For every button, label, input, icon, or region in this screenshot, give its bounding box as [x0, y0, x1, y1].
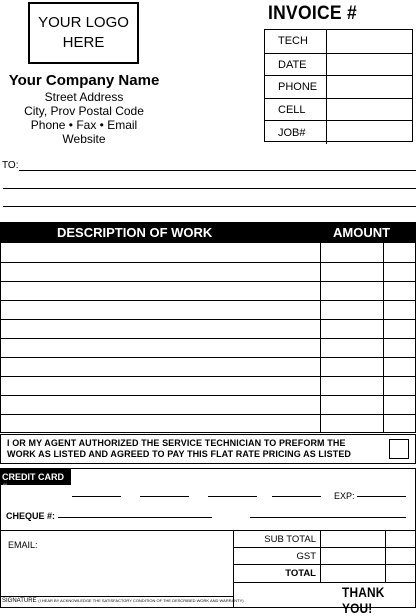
payment-divider — [0, 530, 416, 531]
exp-field[interactable] — [357, 496, 406, 497]
table-header — [0, 222, 416, 243]
company-info — [0, 72, 168, 146]
info-label-job: JOB# — [265, 121, 327, 144]
info-row-job[interactable] — [265, 120, 412, 144]
authorization-checkbox[interactable] — [389, 439, 409, 459]
info-label-tech: TECH — [265, 30, 327, 53]
table-row[interactable] — [0, 395, 416, 396]
info-row-tech[interactable] — [265, 30, 412, 53]
table-row[interactable] — [0, 262, 416, 263]
table-row[interactable] — [0, 300, 416, 301]
cheque-field[interactable] — [58, 517, 212, 518]
table-row[interactable] — [0, 357, 416, 358]
email-label: EMAIL: — [8, 540, 38, 550]
table-row[interactable] — [0, 376, 416, 377]
credit-card-field-4[interactable] — [272, 496, 321, 497]
thank-you-text: THANK YOU! — [342, 584, 385, 616]
to-line-1[interactable] — [19, 170, 416, 171]
table-row[interactable] — [0, 319, 416, 320]
signature-line[interactable] — [0, 596, 233, 597]
credit-card-label: CREDIT CARD #: — [0, 469, 71, 485]
gst-row-line — [233, 564, 416, 565]
invoice-title: INVOICE # — [268, 3, 357, 24]
company-city: City, Prov Postal Code — [24, 104, 144, 118]
totals-cents-divider — [385, 530, 386, 582]
signature-label: SIGNATURE — [2, 598, 37, 604]
table-row[interactable] — [0, 338, 416, 339]
invoice-info-box — [264, 29, 413, 142]
to-line-2[interactable] — [3, 188, 416, 189]
credit-card-field-1[interactable] — [72, 496, 121, 497]
total-row-line — [233, 582, 416, 583]
cheque-label: CHEQUE #: — [6, 511, 56, 521]
info-label-date: DATE — [265, 54, 327, 77]
info-row-cell[interactable] — [265, 98, 412, 122]
table-row[interactable] — [0, 414, 416, 415]
total-label: TOTAL — [285, 568, 316, 579]
amount-header: AMOUNT — [333, 225, 391, 240]
company-address: Street Address — [44, 90, 124, 104]
logo-text: YOUR LOGO HERE — [38, 14, 129, 51]
totals-left-border — [233, 530, 234, 608]
info-label-phone: PHONE — [265, 76, 327, 99]
gst-label: GST — [296, 551, 316, 562]
authorization-text — [7, 438, 351, 460]
to-label: TO: — [2, 160, 19, 171]
table-row[interactable] — [0, 281, 416, 282]
info-row-date[interactable] — [265, 53, 412, 77]
company-name: Your Company Name — [8, 72, 160, 89]
company-website: Website — [62, 132, 106, 146]
info-row-phone[interactable] — [265, 75, 412, 99]
cheque-extra-field[interactable] — [250, 517, 406, 518]
subtotal-label: SUB TOTAL — [264, 534, 316, 545]
credit-card-field-2[interactable] — [140, 496, 189, 497]
authorization-line-1: I OR MY AGENT AUTHORIZED THE SERVICE TECHNICIAN TO PREFORM THE — [7, 438, 346, 448]
authorization-line-2: WORK AS LISTED AND AGREED TO PAY THIS FLAT RATE PRICING AS LISTED — [7, 449, 352, 459]
logo-placeholder — [28, 2, 139, 64]
signature-caption — [2, 598, 244, 604]
gst-value-field[interactable] — [321, 548, 385, 564]
credit-card-field-3[interactable] — [208, 496, 257, 497]
description-header: DESCRIPTION OF WORK — [57, 225, 213, 240]
info-label-cell: CELL — [265, 99, 327, 122]
company-contact: Phone • Fax • Email — [30, 118, 138, 132]
signature-note: (I HEAR BY ACKNOWLEDGE THE SATISFACTORY CONDITION OF THE DESCRIBED WORK AND WARRANTY) — [38, 598, 244, 603]
exp-label: EXP: — [334, 491, 355, 501]
to-line-3[interactable] — [3, 206, 416, 207]
